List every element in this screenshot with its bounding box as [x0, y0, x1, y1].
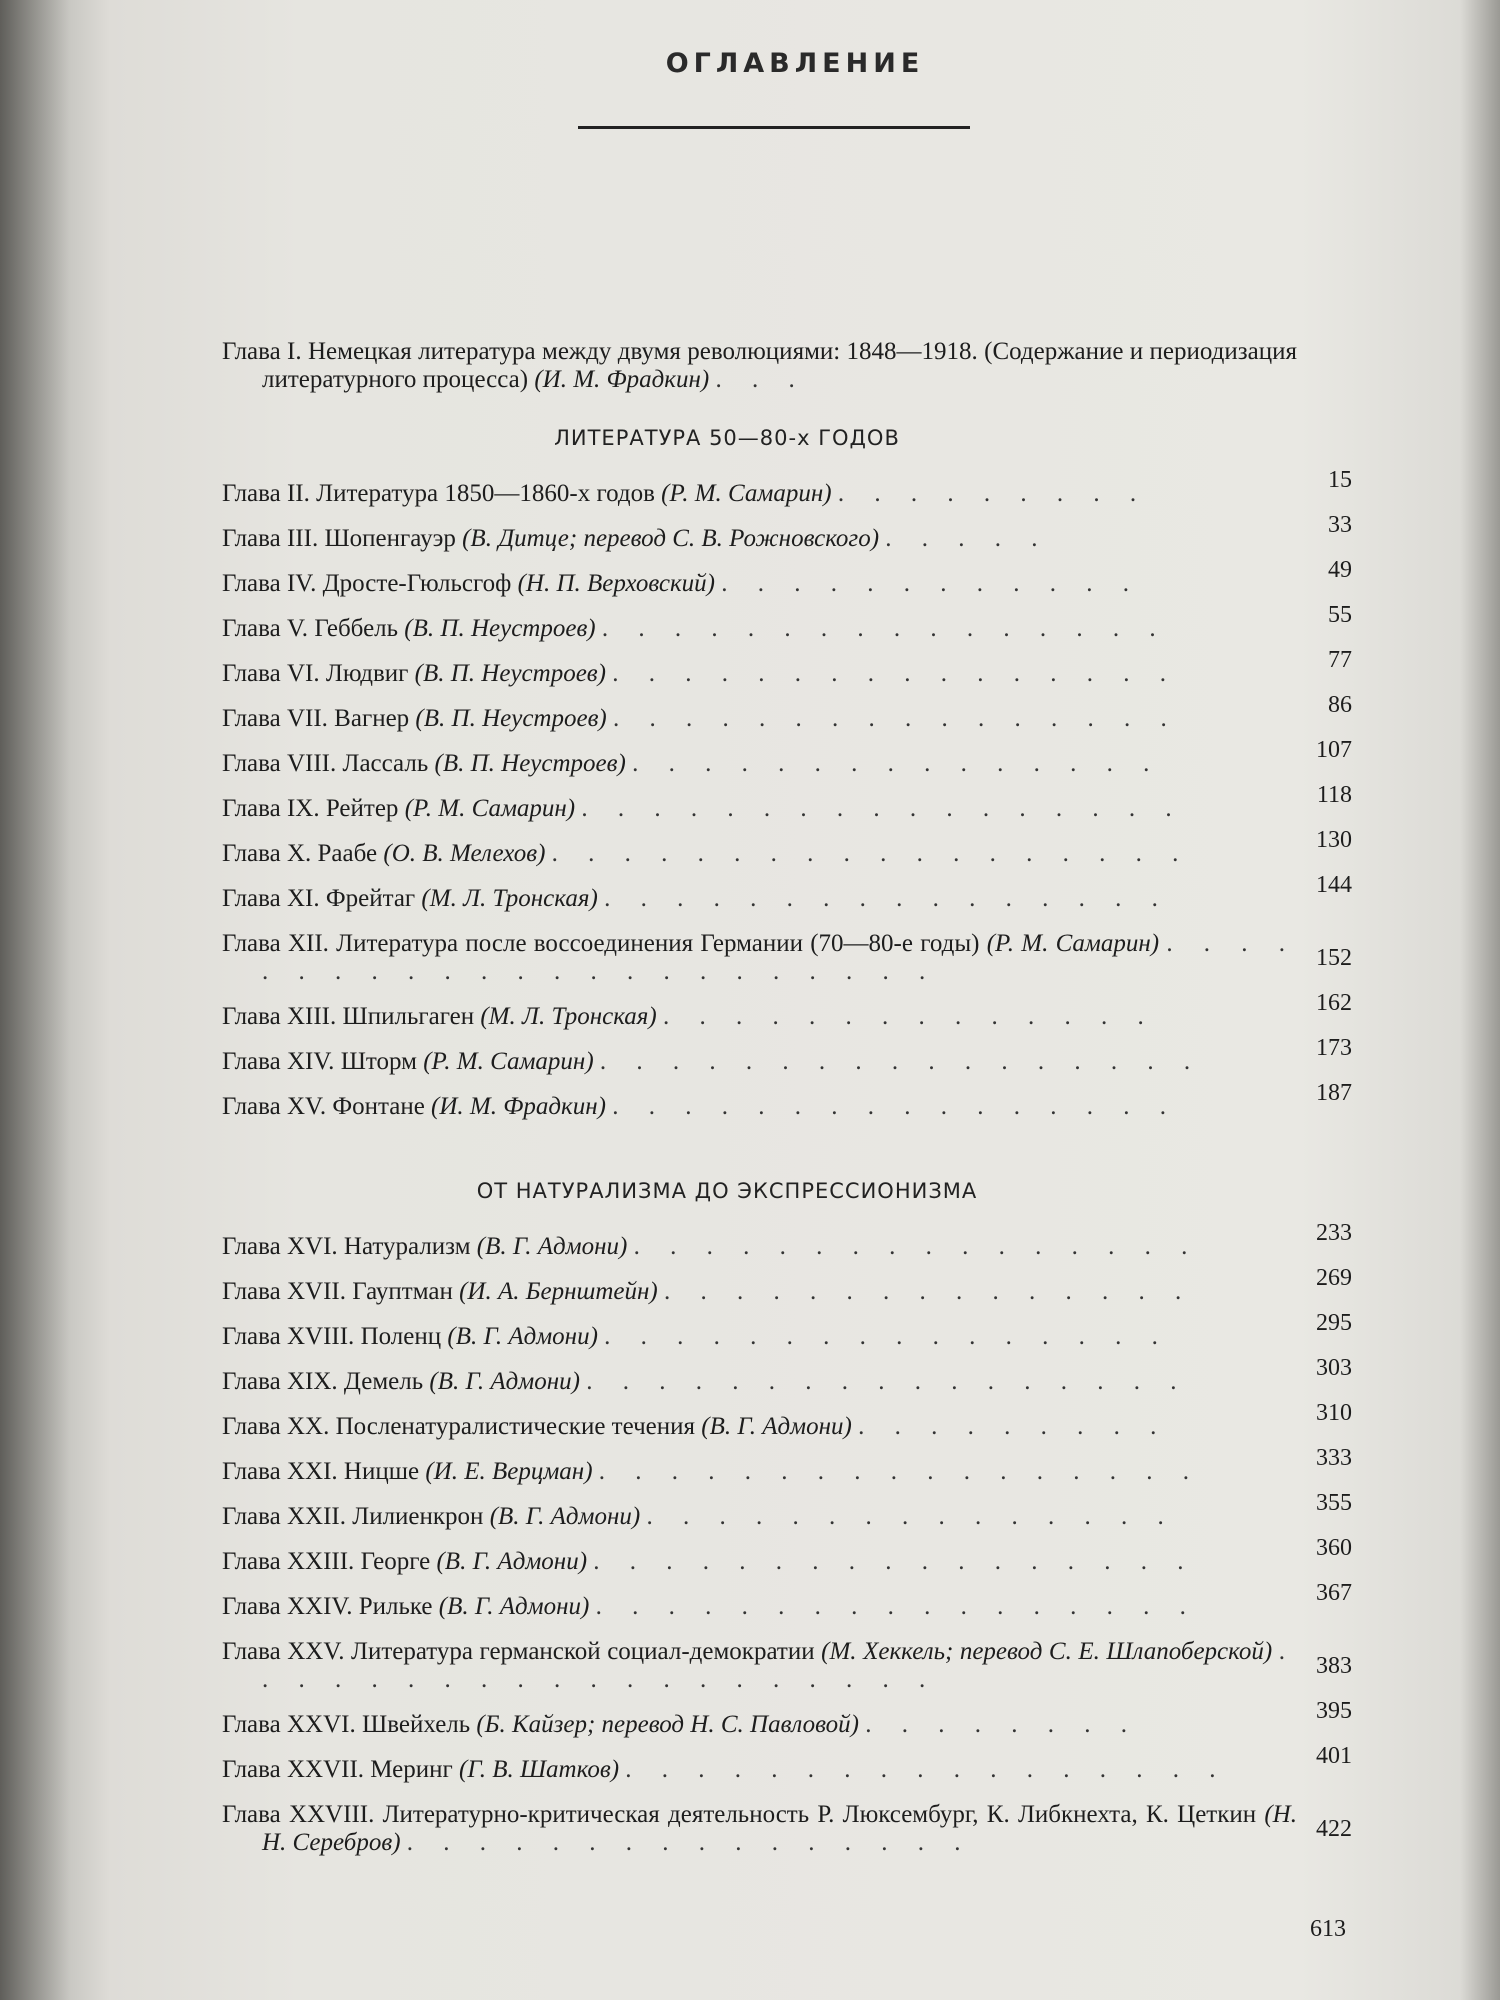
section-heading: ОТ НАТУРАЛИЗМА ДО ЭКСПРЕССИОНИЗМА: [476, 1179, 978, 1203]
leader-dots: . . . . . . . . . . . . . . . . .: [599, 1048, 1203, 1075]
entry-title: Демель: [343, 1368, 424, 1395]
leader-dots: . . . . . . . . . . . . . . . . .: [593, 1548, 1196, 1575]
entry-author: (Р. М. Самарин): [986, 930, 1160, 957]
section-heading: ЛИТЕРАТУРА 50—80-х ГОДОВ: [554, 426, 900, 450]
entry-author: (И. А. Бернштейн): [459, 1278, 658, 1305]
entry-title: Немецкая литература между двумя революциями: 1848—1918. (Содержание и периодизация литературного процесса): [262, 338, 1297, 393]
entry-page-number: 355: [1316, 1490, 1352, 1516]
entry-page-number: 130: [1316, 827, 1352, 853]
toc-entry[interactable]: [222, 1400, 1352, 1441]
page-title: ОГЛАВЛЕНИЕ: [665, 48, 925, 79]
entry-author: (Б. Кайзер; перевод Н. С. Павловой): [476, 1711, 859, 1738]
leader-dots: . . .: [715, 366, 807, 393]
toc-entry[interactable]: [222, 467, 1352, 508]
last-page-number: 613: [1310, 1916, 1346, 1942]
leader-dots: . . . . . . . . . . . . . . . .: [612, 1093, 1178, 1120]
toc-entry[interactable]: [222, 512, 1352, 553]
entry-author: (Р. М. Самарин): [661, 480, 832, 507]
toc-entry[interactable]: [222, 1743, 1352, 1784]
leader-dots: . . . . . . . . . . . . . . . .: [613, 705, 1179, 732]
leader-dots: . . . . . . . . . . . . . . .: [646, 1503, 1176, 1530]
entry-author: (В. П. Неустроев): [414, 660, 606, 687]
entry-page-number: 55: [1328, 602, 1352, 628]
entry-author: (О. В. Мелехов): [383, 840, 546, 867]
toc-entry[interactable]: [222, 737, 1352, 778]
entry-author: (И. Е. Верцман): [425, 1458, 593, 1485]
toc-entry[interactable]: [222, 1035, 1352, 1076]
leader-dots: . . . . . . . . . . . . . . . .: [633, 1233, 1200, 1260]
toc-entry[interactable]: [222, 1220, 1352, 1261]
entry-title: Швейхель: [361, 1711, 471, 1738]
entry-title: Литература германской социал-демократии: [351, 1638, 815, 1665]
entry-chapter: Глава VIII.: [222, 750, 337, 777]
entry-page-number: 152: [1316, 945, 1352, 971]
entry-title: Поленц: [360, 1323, 442, 1350]
entry-author: (В. Дитце; перевод С. В. Рожновского): [462, 525, 880, 552]
entry-author: (В. П. Неустроев): [415, 705, 607, 732]
entry-title: Литература после воссоединения Германии (70—80-е годы): [336, 930, 980, 957]
entry-page-number: 49: [1328, 557, 1352, 583]
entry-page-number: 107: [1316, 737, 1352, 763]
entry-author: (И. М. Фрадкин): [431, 1093, 606, 1120]
entry-author: (В. П. Неустроев): [434, 750, 626, 777]
leader-dots: . . . . . . . . .: [858, 1413, 1169, 1440]
entry-author: (В. Г. Адмони): [489, 1503, 641, 1530]
leader-dots: . . . . . . . . .: [837, 480, 1149, 507]
entry-title: Шопенгауэр: [324, 525, 456, 552]
toc-entry[interactable]: [222, 602, 1352, 643]
entry-page-number: 422: [1316, 1816, 1352, 1842]
entry-title: Ницше: [343, 1458, 420, 1485]
entry-chapter: Глава XII.: [222, 930, 329, 957]
entry-author: (В. Г. Адмони): [436, 1548, 588, 1575]
entry-page-number: 367: [1316, 1580, 1352, 1606]
leader-dots: . . . . . . . . . . . . . . . . .: [581, 795, 1184, 822]
leader-dots: . . . . . . . . . . . . . . .: [632, 750, 1162, 777]
entry-author: (В. Г. Адмони): [447, 1323, 598, 1350]
entry-page-number: 15: [1328, 467, 1352, 493]
toc-entry[interactable]: [222, 1490, 1352, 1531]
entry-chapter: Глава XXV.: [222, 1638, 345, 1665]
leader-dots: . . . . . . . . . . . . . . . . .: [625, 1756, 1228, 1783]
entry-page-number: 401: [1316, 1743, 1352, 1769]
entry-author: (В. П. Неустроев): [404, 615, 596, 642]
entry-chapter: Глава VII.: [222, 705, 328, 732]
entry-title: Меринг: [370, 1756, 453, 1783]
entry-chapter: Глава X.: [222, 840, 312, 867]
entry-page-number: 118: [1316, 782, 1352, 808]
leader-dots: . . . . . . . . . . . . . . . . .: [595, 1593, 1198, 1620]
leader-dots: . . . . . . . . . . . . . . . . . . . .: [262, 1638, 1298, 1693]
entry-chapter: Глава XXIII.: [222, 1548, 355, 1575]
entry-title: Георге: [360, 1548, 431, 1575]
entry-page-number: 162: [1316, 990, 1352, 1016]
entry-title: Гауптман: [352, 1278, 453, 1305]
entry-page-number: 86: [1328, 692, 1352, 718]
entry-author: (В. Г. Адмони): [476, 1233, 628, 1260]
entry-chapter: Глава XXIV.: [222, 1593, 353, 1620]
leader-dots: . . . . . . . . . . . . . . . .: [406, 1829, 973, 1856]
entry-chapter: Глава VI.: [222, 660, 320, 687]
entry-author: (Р. М. Самарин): [423, 1048, 594, 1075]
leader-dots: . . . . . . . .: [865, 1711, 1139, 1738]
entry-chapter: Глава XVII.: [222, 1278, 346, 1305]
entry-page-number: 310: [1316, 1400, 1352, 1426]
leader-dots: . . . . . . . . . . . . . . . . .: [598, 1458, 1202, 1485]
toc-entry[interactable]: [222, 1445, 1352, 1486]
entry-chapter: Глава XVI.: [222, 1233, 338, 1260]
leader-dots: . . . . . . . . . . . .: [721, 570, 1141, 597]
entry-chapter: Глава XIII.: [222, 1003, 337, 1030]
entry-title: Рильке: [358, 1593, 433, 1620]
entry-title: Лассаль: [342, 750, 429, 777]
entry-title: Лилиенкрон: [352, 1503, 484, 1530]
leader-dots: . . . . . . . . . . . . . . . .: [604, 1323, 1170, 1350]
toc-entry[interactable]: [222, 1638, 1352, 1694]
entry-title: Фонтане: [332, 1093, 425, 1120]
toc-entry[interactable]: [222, 782, 1352, 823]
entry-page-number: 333: [1316, 1445, 1352, 1471]
entry-title: Людвиг: [325, 660, 409, 687]
entry-title: Вагнер: [334, 705, 410, 732]
entry-chapter: Глава XI.: [222, 885, 320, 912]
entry-author: (М. Хеккель; перевод С. Е. Шлапоберской): [821, 1638, 1273, 1665]
leader-dots: . . . . .: [885, 525, 1050, 552]
entry-author: (И. М. Фрадкин): [534, 366, 710, 393]
entry-title: Фрейтаг: [325, 885, 416, 912]
entry-chapter: Глава XXVIII.: [222, 1801, 375, 1828]
entry-title: Посленатуралистические течения: [335, 1413, 696, 1440]
entry-page-number: 173: [1316, 1035, 1352, 1061]
entry-page-number: 77: [1328, 647, 1352, 673]
entry-page-number: 33: [1328, 512, 1352, 538]
toc-entry[interactable]: [222, 1535, 1352, 1576]
toc-entry[interactable]: [222, 872, 1352, 913]
entry-chapter: Глава XXII.: [222, 1503, 346, 1530]
leader-dots: . . . . . . . . . . . . . . . . .: [586, 1368, 1189, 1395]
toc-entry[interactable]: [222, 1698, 1352, 1739]
entry-chapter: Глава XIV.: [222, 1048, 335, 1075]
entry-chapter: Глава XXI.: [222, 1458, 338, 1485]
entry-page-number: 303: [1316, 1355, 1352, 1381]
entry-chapter: Глава I.: [222, 338, 302, 365]
toc-entry[interactable]: [222, 1080, 1352, 1121]
leader-dots: . . . . . . . . . . . . . . . .: [612, 660, 1178, 687]
entry-author: (М. Л. Тронская): [421, 885, 598, 912]
entry-page-number: 395: [1316, 1698, 1352, 1724]
leader-dots: . . . . . . . . . . . . . . . . . .: [551, 840, 1191, 867]
entry-title: Раабе: [317, 840, 378, 867]
entry-author: (Р. М. Самарин): [404, 795, 576, 822]
entry-title: Натурализм: [343, 1233, 471, 1260]
toc-entry[interactable]: [222, 1265, 1352, 1306]
toc-entry[interactable]: [222, 1801, 1352, 1857]
leader-dots: . . . . . . . . . . . . . . . .: [601, 615, 1168, 642]
entry-author: (В. Г. Адмони): [701, 1413, 852, 1440]
entry-chapter: Глава V.: [222, 615, 309, 642]
table-of-contents: [222, 338, 1352, 1874]
entry-author: (Г. В. Шатков): [459, 1756, 620, 1783]
entry-author: (В. Г. Адмони): [438, 1593, 590, 1620]
leader-dots: . . . . . . . . . . . . . . . .: [604, 885, 1170, 912]
entry-author: (М. Л. Тронская): [480, 1003, 657, 1030]
entry-chapter: Глава XVIII.: [222, 1323, 355, 1350]
entry-author: (В. Г. Адмони): [429, 1368, 580, 1395]
entry-chapter: Глава XXVI.: [222, 1711, 356, 1738]
entry-page-number: 233: [1316, 1220, 1352, 1246]
toc-entry[interactable]: [222, 1580, 1352, 1621]
entry-chapter: Глава III.: [222, 525, 319, 552]
entry-page-number: 187: [1316, 1080, 1352, 1106]
entry-title: Рейтер: [325, 795, 399, 822]
entry-page-number: 360: [1316, 1535, 1352, 1561]
entry-chapter: Глава IV.: [222, 570, 317, 597]
entry-page-number: 269: [1316, 1265, 1352, 1291]
entry-title: Литература 1850—1860-х годов: [316, 480, 655, 507]
toc-entry[interactable]: [222, 990, 1352, 1031]
entry-page-number: 295: [1316, 1310, 1352, 1336]
entry-title: Шпильгаген: [342, 1003, 475, 1030]
entry-chapter: Глава II.: [222, 480, 310, 507]
leader-dots: . . . . . . . . . . . . . .: [663, 1003, 1156, 1030]
leader-dots: . . . . . . . . . . . . . . .: [663, 1278, 1194, 1305]
entry-page-number: 144: [1316, 872, 1352, 898]
toc-entry[interactable]: [222, 930, 1352, 986]
toc-entry-intro[interactable]: [222, 338, 1352, 394]
leader-dots: . . . . . . . . . . . . . . . . . . . . . . .: [262, 930, 1298, 985]
toc-entry[interactable]: [222, 1310, 1352, 1351]
entry-chapter: Глава IX.: [222, 795, 320, 822]
title-underline: [578, 126, 970, 129]
entry-author: (Н. П. Верховский): [517, 570, 715, 597]
entry-title: Шторм: [340, 1048, 417, 1075]
entry-title: Литературно-критическая деятельность Р. Люксембург, К. Либкнехта, К. Цеткин: [382, 1801, 1257, 1828]
entry-page-number: 383: [1316, 1653, 1352, 1679]
toc-entry[interactable]: [222, 692, 1352, 733]
toc-entry[interactable]: [222, 1355, 1352, 1396]
entry-title: Геббель: [314, 615, 399, 642]
entry-chapter: Глава XX.: [222, 1413, 330, 1440]
entry-title: Дросте-Гюльсгоф: [322, 570, 512, 597]
entry-chapter: Глава XIX.: [222, 1368, 338, 1395]
entry-chapter: Глава XXVII.: [222, 1756, 365, 1783]
toc-entry[interactable]: [222, 647, 1352, 688]
entry-chapter: Глава XV.: [222, 1093, 327, 1120]
entry-author: (Н. Н. Серебров): [262, 1801, 1297, 1856]
toc-entry[interactable]: [222, 827, 1352, 868]
toc-entry[interactable]: [222, 557, 1352, 598]
